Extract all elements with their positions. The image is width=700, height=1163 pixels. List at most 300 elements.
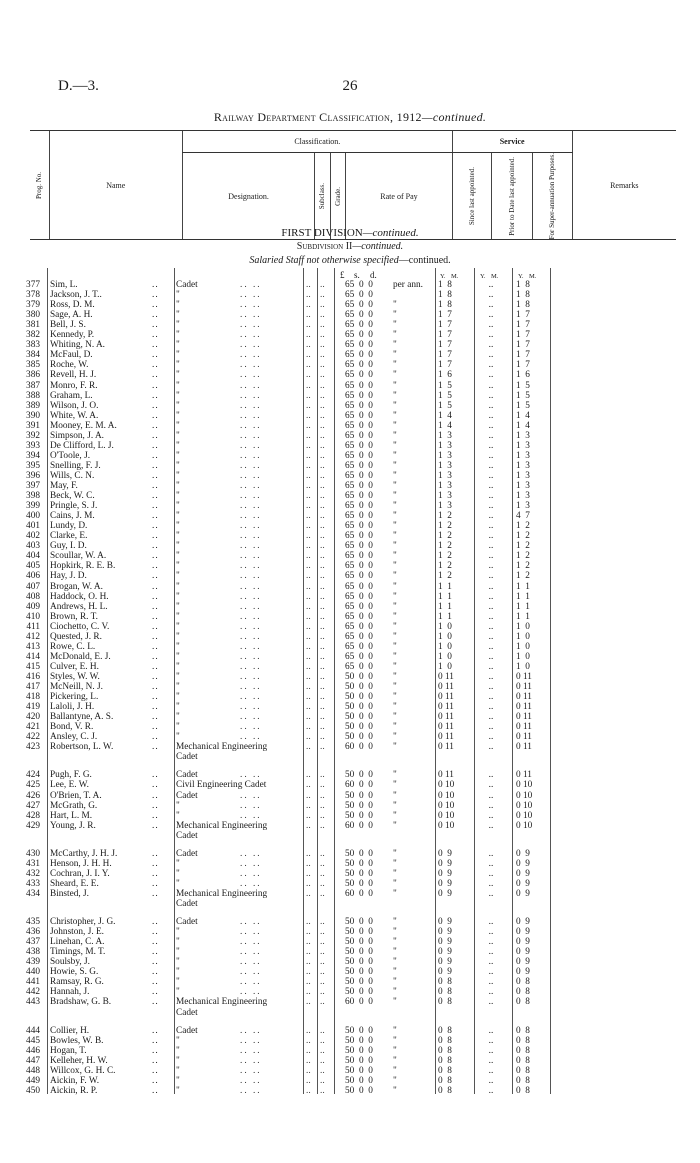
row-number: 437 (26, 937, 40, 948)
leader-dots: .. (320, 947, 325, 958)
rate-of-pay: 65 0 0 (345, 300, 373, 311)
pay-period: " (393, 601, 397, 612)
staff-name: Robertson, L. W. (50, 742, 114, 753)
rate-of-pay: 65 0 0 (345, 611, 373, 622)
staff-name: Hay, J. D. (50, 571, 87, 582)
service-prior: .. (488, 330, 494, 341)
row-number: 378 (26, 290, 40, 301)
leader-dots: .. (306, 917, 311, 928)
designation: " (176, 1055, 180, 1066)
pay-period: " (393, 330, 397, 341)
leader-dots: .. (320, 591, 325, 602)
table-row (0, 1046, 700, 1056)
leader-dots: .. (320, 511, 325, 522)
designation-continuation: Cadet (176, 830, 198, 841)
leader-dots: .. (320, 531, 325, 542)
table-row (0, 722, 700, 732)
rate-of-pay: 65 0 0 (345, 491, 373, 502)
table-row (0, 1026, 700, 1036)
leader-dots: .. (306, 868, 311, 879)
table-row (0, 451, 700, 461)
unit-pence: d. (370, 270, 377, 280)
staff-name: Mooney, E. M. A. (50, 420, 117, 431)
leader-dots: .. (152, 671, 159, 682)
service-prior: .. (488, 651, 494, 662)
service-superannuation: 1 5 (516, 390, 530, 401)
designation: " (176, 1045, 180, 1056)
service-superannuation: 0 10 (516, 800, 533, 811)
staff-name: Culver, E. H. (50, 661, 99, 672)
pay-period: " (393, 927, 397, 938)
service-superannuation: 1 7 (516, 330, 530, 341)
table-row (0, 612, 700, 622)
leader-dots: .. (152, 780, 159, 791)
pay-period: " (393, 917, 397, 928)
leader-dots: .. (152, 927, 159, 938)
service-since-last: 1 2 (438, 561, 452, 572)
leader-dots: .. .. (240, 450, 262, 461)
leader-dots: .. (306, 581, 311, 592)
service-prior: .. (488, 868, 494, 879)
service-superannuation: 1 1 (516, 591, 530, 602)
rate-of-pay: 50 0 0 (345, 947, 373, 958)
leader-dots: .. .. (240, 380, 262, 391)
leader-dots: .. (320, 280, 325, 290)
staff-name: McCarthy, J. H. J. (50, 848, 118, 859)
leader-dots: .. (306, 380, 311, 391)
pay-period: " (393, 967, 397, 978)
service-superannuation: 1 3 (516, 470, 530, 481)
rate-of-pay: 65 0 0 (345, 651, 373, 662)
leader-dots: .. (306, 927, 311, 938)
row-number: 412 (26, 631, 40, 642)
designation: Cadet (176, 280, 198, 290)
service-prior: .. (488, 780, 494, 791)
leader-dots: .. (320, 571, 325, 582)
service-superannuation: 1 3 (516, 460, 530, 471)
designation: Mechanical Engineering (176, 997, 268, 1008)
service-superannuation: 0 9 (516, 888, 530, 899)
table-row (0, 602, 700, 612)
rate-of-pay: 65 0 0 (345, 481, 373, 491)
pay-period: " (393, 820, 397, 831)
leader-dots: .. (320, 521, 325, 532)
rate-of-pay: 50 0 0 (345, 858, 373, 869)
row-number: 439 (26, 957, 40, 968)
service-prior: .. (488, 888, 494, 899)
leader-dots: .. (306, 800, 311, 811)
staff-name: Lee, E. W. (50, 780, 89, 791)
service-prior: .. (488, 947, 494, 958)
designation: " (176, 682, 180, 692)
leader-dots: .. (152, 420, 159, 431)
table-row (0, 692, 700, 702)
row-number: 384 (26, 350, 40, 361)
leader-dots: .. (152, 742, 159, 753)
service-superannuation: 1 2 (516, 521, 530, 532)
designation: " (176, 470, 180, 481)
leader-dots: .. (320, 440, 325, 451)
leader-dots: .. .. (240, 370, 262, 381)
staff-name: Beck, W. C. (50, 491, 95, 502)
leader-dots: .. (320, 957, 325, 968)
staff-name: O'Toole, J. (50, 450, 91, 461)
leader-dots: .. (306, 511, 311, 522)
pay-period: " (393, 521, 397, 532)
service-prior: .. (488, 440, 494, 451)
table-row (0, 849, 700, 859)
col-remarks: Remarks (572, 131, 676, 240)
table-row (0, 997, 700, 1007)
service-prior: .. (488, 682, 494, 692)
rate-of-pay: 50 0 0 (345, 682, 373, 692)
designation: " (176, 511, 180, 522)
page-number: 26 (342, 78, 358, 94)
row-number: 423 (26, 742, 40, 753)
leader-dots: .. (152, 440, 159, 451)
service-since-last: 1 3 (438, 460, 452, 471)
leader-dots: .. (152, 581, 159, 592)
row-number: 401 (26, 521, 40, 532)
leader-dots: .. (306, 770, 311, 781)
row-number: 444 (26, 1025, 40, 1036)
leader-dots: .. .. (240, 927, 262, 938)
rate-of-pay: 65 0 0 (345, 400, 373, 411)
service-since-last: 1 2 (438, 551, 452, 562)
service-prior: .. (488, 1025, 494, 1036)
leader-dots: .. (306, 521, 311, 532)
table-row (0, 889, 700, 899)
leader-dots: .. .. (240, 671, 262, 682)
pay-period: " (393, 1075, 397, 1086)
table-row (0, 662, 700, 672)
leader-dots: .. (320, 917, 325, 928)
leader-dots: .. (306, 531, 311, 542)
table-row (0, 821, 700, 831)
row-number: 446 (26, 1045, 40, 1056)
staff-name: Bell, J. S. (50, 320, 86, 331)
service-superannuation: 1 8 (516, 280, 530, 290)
service-since-last: 0 8 (438, 1055, 452, 1066)
table-row (0, 360, 700, 370)
staff-name: Quested, J. R. (50, 631, 102, 642)
col-service: Service (452, 131, 572, 153)
designation-continuation: Cadet (176, 899, 198, 909)
service-prior: .. (488, 800, 494, 811)
leader-dots: .. .. (240, 868, 262, 879)
pay-period: " (393, 460, 397, 471)
staff-name: Jackson, J. T.. (50, 290, 102, 301)
leader-dots: .. (306, 888, 311, 899)
service-since-last: 1 6 (438, 370, 452, 381)
service-superannuation: 1 3 (516, 450, 530, 461)
pay-period: " (393, 350, 397, 361)
designation: " (176, 450, 180, 461)
service-prior: .. (488, 1035, 494, 1046)
leader-dots: .. (320, 820, 325, 831)
pay-period: " (393, 848, 397, 859)
service-prior: .. (488, 511, 494, 522)
leader-dots: .. (306, 631, 311, 642)
service-superannuation: 1 7 (516, 340, 530, 351)
row-number: 380 (26, 310, 40, 321)
designation: " (176, 601, 180, 612)
table-row (0, 672, 700, 682)
staff-name: Bond, V. R. (50, 722, 94, 733)
designation: Cadet (176, 770, 198, 781)
leader-dots: .. .. (240, 732, 262, 743)
unit-months: M. (451, 273, 459, 280)
table-row (0, 622, 700, 632)
leader-dots: .. (306, 551, 311, 562)
service-superannuation: 1 7 (516, 360, 530, 371)
service-since-last: 0 9 (438, 967, 452, 978)
table-row (0, 859, 700, 869)
service-superannuation: 1 3 (516, 491, 530, 502)
service-since-last: 1 1 (438, 611, 452, 622)
leader-dots: .. .. (240, 661, 262, 672)
designation: " (176, 541, 180, 552)
service-prior: .. (488, 732, 494, 743)
table-row (0, 531, 700, 541)
leader-dots: .. (320, 410, 325, 421)
leader-dots: .. .. (240, 561, 262, 572)
leader-dots: .. (306, 360, 311, 371)
leader-dots: .. (306, 790, 311, 801)
staff-name: Snelling, F. J. (50, 460, 101, 471)
pay-period: " (393, 888, 397, 899)
rate-of-pay: 50 0 0 (345, 671, 373, 682)
leader-dots: .. (320, 460, 325, 471)
service-since-last: 1 1 (438, 581, 452, 592)
row-number: 389 (26, 400, 40, 411)
leader-dots: .. (306, 290, 311, 301)
rate-of-pay: 50 0 0 (345, 1045, 373, 1056)
designation-continuation: Cadet (176, 752, 198, 763)
row-number: 382 (26, 330, 40, 341)
leader-dots: .. (306, 722, 311, 733)
row-number: 394 (26, 450, 40, 461)
pay-period: " (393, 702, 397, 713)
staff-name: Brown, R. T. (50, 611, 98, 622)
table-row (0, 521, 700, 531)
staff-name: Hogan, T. (50, 1045, 87, 1056)
table-row (0, 977, 700, 987)
rate-of-pay: 65 0 0 (345, 551, 373, 562)
leader-dots: .. (306, 682, 311, 692)
leader-dots: .. (152, 551, 159, 562)
leader-dots: .. (320, 1085, 325, 1096)
service-prior: .. (488, 927, 494, 938)
row-number: 432 (26, 868, 40, 879)
service-superannuation: 0 9 (516, 917, 530, 928)
service-since-last: 0 11 (438, 692, 454, 703)
service-superannuation: 0 8 (516, 1025, 530, 1036)
leader-dots: .. (306, 878, 311, 889)
pay-period: " (393, 671, 397, 682)
service-prior: .. (488, 858, 494, 869)
col-prog-no: Prog. No. (30, 131, 49, 240)
designation: " (176, 651, 180, 662)
table-row (0, 1086, 700, 1096)
row-number: 398 (26, 491, 40, 502)
table-row (0, 481, 700, 491)
leader-dots: .. (320, 551, 325, 562)
designation: " (176, 878, 180, 889)
row-number: 442 (26, 987, 40, 998)
leader-dots: .. (152, 631, 159, 642)
designation: " (176, 551, 180, 562)
row-number: 427 (26, 800, 40, 811)
rate-of-pay: 50 0 0 (345, 1065, 373, 1076)
row-number: 434 (26, 888, 40, 899)
leader-dots: .. (306, 460, 311, 471)
leader-dots: .. .. (240, 957, 262, 968)
designation: Cadet (176, 790, 198, 801)
table-row (0, 330, 700, 340)
row-number: 429 (26, 820, 40, 831)
service-prior: .. (488, 561, 494, 572)
leader-dots: .. (306, 601, 311, 612)
service-superannuation: 0 9 (516, 947, 530, 958)
pay-period: " (393, 300, 397, 311)
leader-dots: .. (320, 350, 325, 361)
leader-dots: .. (306, 1025, 311, 1036)
staff-name: Pickering, L. (50, 692, 99, 703)
service-prior: .. (488, 581, 494, 592)
designation: " (176, 947, 180, 958)
table-row (0, 280, 700, 290)
table-row (0, 461, 700, 471)
service-since-last: 1 7 (438, 310, 452, 321)
service-since-last: 0 8 (438, 1085, 452, 1096)
designation: " (176, 800, 180, 811)
service-since-last: 0 10 (438, 780, 455, 791)
leader-dots: .. (320, 682, 325, 692)
row-number: 410 (26, 611, 40, 622)
pay-period: " (393, 977, 397, 988)
designation: " (176, 561, 180, 572)
rate-of-pay: 65 0 0 (345, 420, 373, 431)
staff-name: Hopkirk, R. E. B. (50, 561, 116, 572)
designation: " (176, 460, 180, 471)
table-row (0, 561, 700, 571)
pay-period: " (393, 1045, 397, 1056)
col-prior-to-date: Prior to Date last appointed. (491, 153, 532, 240)
leader-dots: .. (306, 440, 311, 451)
leader-dots: .. (152, 702, 159, 713)
leader-dots: .. (320, 1075, 325, 1086)
service-superannuation: 0 11 (516, 682, 532, 692)
table-row (0, 571, 700, 581)
table-row (0, 1076, 700, 1086)
rate-of-pay: 50 0 0 (345, 702, 373, 713)
title-main: Railway Department Classification, 1912 (213, 110, 422, 124)
leader-dots: .. .. (240, 967, 262, 978)
leader-dots: .. (306, 967, 311, 978)
rate-of-pay: 65 0 0 (345, 501, 373, 512)
service-since-last: 1 3 (438, 440, 452, 451)
leader-dots: .. (320, 997, 325, 1008)
service-prior: .. (488, 390, 494, 401)
leader-dots: .. (152, 571, 159, 582)
row-number: 445 (26, 1035, 40, 1046)
row-number: 443 (26, 997, 40, 1008)
service-prior: .. (488, 320, 494, 331)
service-superannuation: 0 9 (516, 957, 530, 968)
rate-of-pay: 65 0 0 (345, 340, 373, 351)
leader-dots: .. .. (240, 917, 262, 928)
leader-dots: .. (320, 790, 325, 801)
rate-of-pay: 60 0 0 (345, 997, 373, 1008)
leader-dots: .. (152, 661, 159, 672)
leader-dots: .. .. (240, 937, 262, 948)
leader-dots: .. .. (240, 470, 262, 481)
pay-period: " (393, 1055, 397, 1066)
pay-period: " (393, 742, 397, 753)
designation: Mechanical Engineering (176, 742, 268, 753)
table-row (0, 501, 700, 511)
service-since-last: 1 5 (438, 400, 452, 411)
col-designation: Designation. (182, 153, 314, 240)
service-superannuation: 0 11 (516, 732, 532, 743)
leader-dots: .. (306, 957, 311, 968)
table-row (0, 411, 700, 421)
leader-dots: .. (152, 591, 159, 602)
staff-name: Haddock, O. H. (50, 591, 109, 602)
service-since-last: 0 11 (438, 732, 454, 743)
leader-dots: .. (152, 1055, 159, 1066)
staff-name: Soulsby, J. (50, 957, 90, 968)
service-since-last: 0 11 (438, 770, 454, 781)
rate-of-pay: 50 0 0 (345, 810, 373, 821)
leader-dots: .. (320, 888, 325, 899)
leader-dots: .. (320, 420, 325, 431)
rate-of-pay: 65 0 0 (345, 350, 373, 361)
designation: " (176, 641, 180, 652)
service-since-last: 1 7 (438, 330, 452, 341)
leader-dots: .. (320, 491, 325, 502)
service-prior: .. (488, 810, 494, 821)
staff-name: Aickin, R. P. (50, 1085, 98, 1096)
table-row (0, 1066, 700, 1076)
leader-dots: .. (152, 722, 159, 733)
leader-dots: .. (152, 858, 159, 869)
pay-period: " (393, 410, 397, 421)
row-number: 405 (26, 561, 40, 572)
designation: " (176, 491, 180, 502)
service-since-last: 1 1 (438, 601, 452, 612)
designation: " (176, 290, 180, 301)
service-superannuation: 4 7 (516, 511, 530, 522)
designation: " (176, 927, 180, 938)
service-prior: .. (488, 521, 494, 532)
leader-dots: .. .. (240, 430, 262, 441)
pay-period: " (393, 571, 397, 582)
staff-name: McDonald, E. J. (50, 651, 111, 662)
designation: " (176, 858, 180, 869)
staff-name: May, F. (50, 481, 78, 491)
leader-dots: .. (320, 300, 325, 311)
leader-dots: .. (306, 571, 311, 582)
leader-dots: .. (320, 310, 325, 321)
row-number: 406 (26, 571, 40, 582)
service-prior: .. (488, 621, 494, 632)
leader-dots: .. (152, 470, 159, 481)
service-prior: .. (488, 967, 494, 978)
pay-period: " (393, 501, 397, 512)
leader-dots: .. (306, 858, 311, 869)
